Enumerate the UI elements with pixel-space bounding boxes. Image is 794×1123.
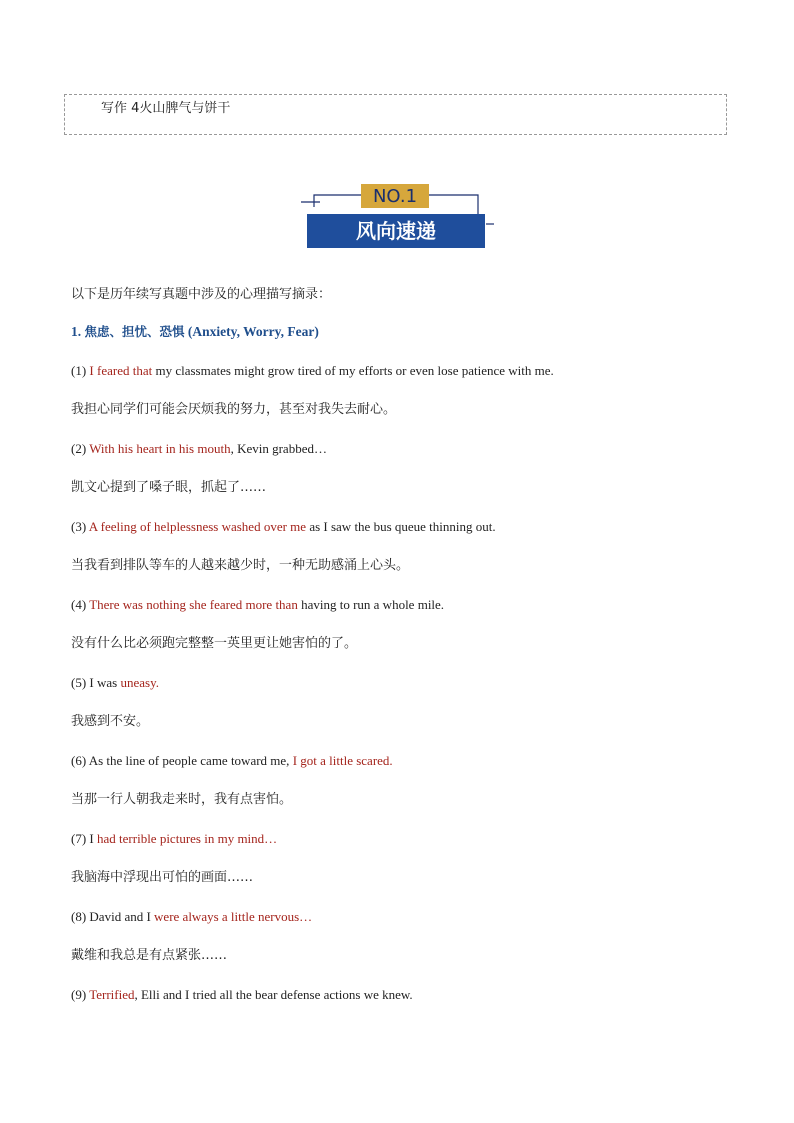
section-heading	[71, 322, 319, 340]
entry-translation: 当那一行人朝我走来时，我有点害怕。	[71, 792, 293, 807]
entry-9	[71, 988, 751, 1066]
entry-number: (5)	[71, 675, 87, 690]
entry-number: (3)	[71, 519, 87, 534]
entry-text-after: , Elli and I tried all the bear defense actions we knew.	[134, 987, 413, 1002]
entry-text-after: having to run a whole mile.	[297, 597, 445, 612]
intro-text: 以下是历年续写真题中涉及的心理描写摘录：	[71, 287, 332, 302]
entry-english	[71, 520, 751, 559]
entry-highlight: I feared that	[89, 363, 153, 378]
entry-5	[71, 676, 751, 754]
entry-english	[71, 442, 751, 481]
entry-text-before: David and I	[89, 909, 155, 924]
entry-text-after: , Kevin grabbed…	[230, 441, 327, 456]
entry-english	[71, 754, 751, 793]
entry-number: (6)	[71, 753, 87, 768]
entry-number: (9)	[71, 987, 87, 1002]
entry-highlight: I got a little scared.	[292, 753, 393, 768]
section-banner	[298, 181, 498, 253]
entry-text-before: I	[89, 831, 98, 846]
entry-1	[71, 364, 751, 442]
entry-translation: 凯文心提到了嗓子眼，抓起了……	[71, 480, 267, 495]
entry-3	[71, 520, 751, 598]
entry-text-after: as I saw the bus queue thinning out.	[306, 519, 496, 534]
section-en-title: (Anxiety, Worry, Fear)	[187, 324, 319, 339]
entry-english	[71, 598, 751, 637]
entry-8	[71, 910, 751, 988]
entry-7	[71, 832, 751, 910]
entry-text-before: As the line of people came toward me,	[88, 753, 293, 768]
entry-english	[71, 364, 751, 403]
entry-translation: 我脑海中浮现出可怕的画面……	[71, 870, 254, 885]
entry-translation: 没有什么比必须跑完整整一英里更让她害怕的了。	[71, 636, 358, 651]
entry-translation: 戴维和我总是有点紧张……	[71, 948, 228, 963]
entry-number: (8)	[71, 909, 87, 924]
entry-text-before: I was	[89, 675, 121, 690]
entry-number: (7)	[71, 831, 87, 846]
entry-english	[71, 910, 751, 949]
entry-4	[71, 598, 751, 676]
entry-highlight: There was nothing she feared more than	[89, 597, 298, 612]
entry-highlight: uneasy.	[120, 675, 159, 690]
section-cn-title: 焦虑、担忧、恐惧	[84, 324, 185, 339]
entry-english	[71, 988, 751, 1027]
entry-translation: 我担心同学们可能会厌烦我的努力，甚至对我失去耐心。	[71, 402, 397, 417]
entry-translation: 当我看到排队等车的人越来越少时，一种无助感涌上心头。	[71, 558, 410, 573]
entry-number: (2)	[71, 441, 87, 456]
header-box	[64, 94, 727, 135]
entry-list	[71, 364, 751, 1066]
document-title: 写作 4火山脾气与饼干	[101, 101, 231, 116]
entry-highlight: had terrible pictures in my mind…	[97, 831, 278, 846]
entry-text-after: my classmates might grow tired of my efforts or even lose patience with me.	[152, 363, 554, 378]
entry-english	[71, 832, 751, 871]
entry-number: (1)	[71, 363, 87, 378]
entry-highlight: A feeling of helplessness washed over me	[88, 519, 307, 534]
banner-title: 风向速递	[356, 219, 436, 243]
entry-english	[71, 676, 751, 715]
entry-translation: 我感到不安。	[71, 714, 150, 729]
entry-highlight: With his heart in his mouth	[89, 441, 231, 456]
entry-highlight: were always a little nervous…	[154, 909, 313, 924]
entry-number: (4)	[71, 597, 87, 612]
entry-6	[71, 754, 751, 832]
entry-highlight: Terrified	[89, 987, 135, 1002]
entry-2	[71, 442, 751, 520]
section-number: 1.	[71, 324, 82, 339]
banner-number: NO.1	[372, 186, 418, 207]
